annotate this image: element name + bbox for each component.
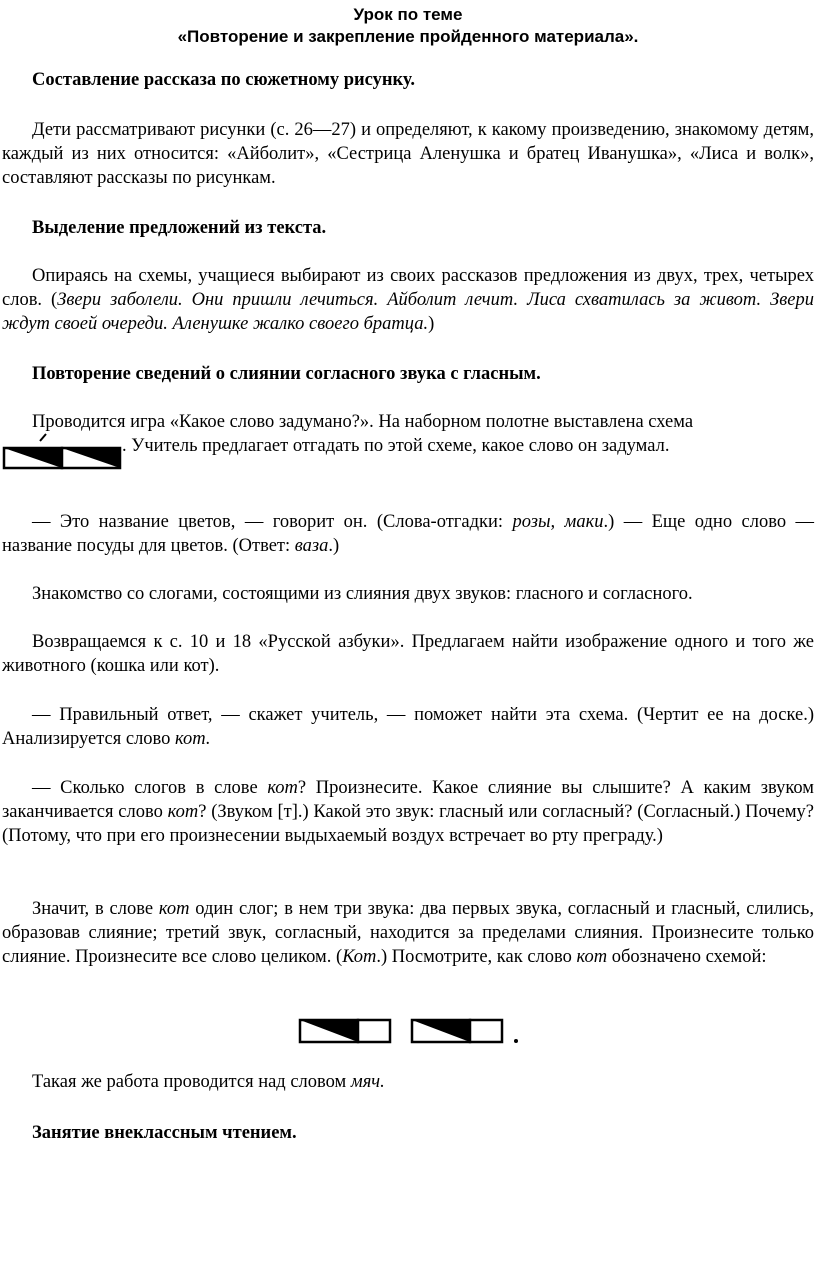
heading-sentence-selection: Выделение предложений из текста. <box>32 218 327 238</box>
paragraph-kot-analysis: Значит, в слове кот один слог; в нем три звука: два первых звука, согласный и гласный, слились, образовав слияние; третий звук, согласный, находится за пределами слияния. Произнесите только слияние. Произнесите все слово целиком. (Кот.) Посмотрите, как слово кот обозначено схемой: <box>2 899 814 967</box>
heading-consonant-vowel-fusion: Повторение сведений о слиянии согласного звука с гласным. <box>32 364 541 384</box>
syllable-scheme-two-fusions <box>2 433 122 473</box>
paragraph-flowers: — Это название цветов, — говорит он. (Слова-отгадки: розы, маки.) — Еще одно слово — название посуды для цветов. (Ответ: ваза.) <box>2 512 814 556</box>
heading-extracurricular-reading: Занятие внеклассным чтением. <box>32 1123 297 1143</box>
paragraph-syllables-intro: Знакомство со слогами, состоящими из слияния двух звуков: гласного и согласного. <box>32 584 693 604</box>
title-line-1: Урок по теме <box>353 5 463 24</box>
paragraph-sentences: Опираясь на схемы, учащиеся выбирают из своих рассказов предложения из двух, трех, четырех слов. (Звери заболели. Они пришли лечиться. Айболит лечит. Лиса схватилась за живот. Звери ждут своей очереди. Аленушке жалко своего братца.) <box>2 266 814 334</box>
paragraph-game: Проводится игра «Какое слово задумано?». На наборном полотне выставлена схема . Учитель предлагает отгадать по этой схеме, какое слово он задумал. <box>32 412 694 456</box>
heading-story-composition: Составление рассказа по сюжетному рисунку. <box>32 70 415 90</box>
title-line-2: «Повторение и закрепление пройденного материала». <box>177 27 639 46</box>
paragraph-syllable-questions: — Сколько слогов в слове кот? Произнесите. Какое слияние вы слышите? А каким звуком заканчивается слово кот? (Звуком [т].) Какой это звук: гласный или согласный? (Согласный.) Почему? (Потому, что при его произнесении выдыхаемый воздух встречает во рту преграду.) <box>2 778 815 846</box>
paragraph-alphabet: Возвращаемся к с. 10 и 18 «Русской азбуки». Предлагаем найти изображение одного и того же животного (кошка или кот). <box>2 632 814 676</box>
paragraph-myach: Такая же работа проводится над словом мяч. <box>32 1072 385 1092</box>
syllable-scheme-kot <box>296 1016 528 1048</box>
paragraph-correct-answer: — Правильный ответ, — скажет учитель, — поможет найти эта схема. (Чертит ее на доске.) Анализируется слово кот. <box>2 705 814 749</box>
paragraph-pictures: Дети рассматривают рисунки (с. 26—27) и определяют, к какому произведению, знакомому детям, каждый из них относится: «Айболит», «Сестрица Аленушка и братец Иванушка», «Лиса и волк», составляют рассказы по рисункам. <box>2 120 814 188</box>
